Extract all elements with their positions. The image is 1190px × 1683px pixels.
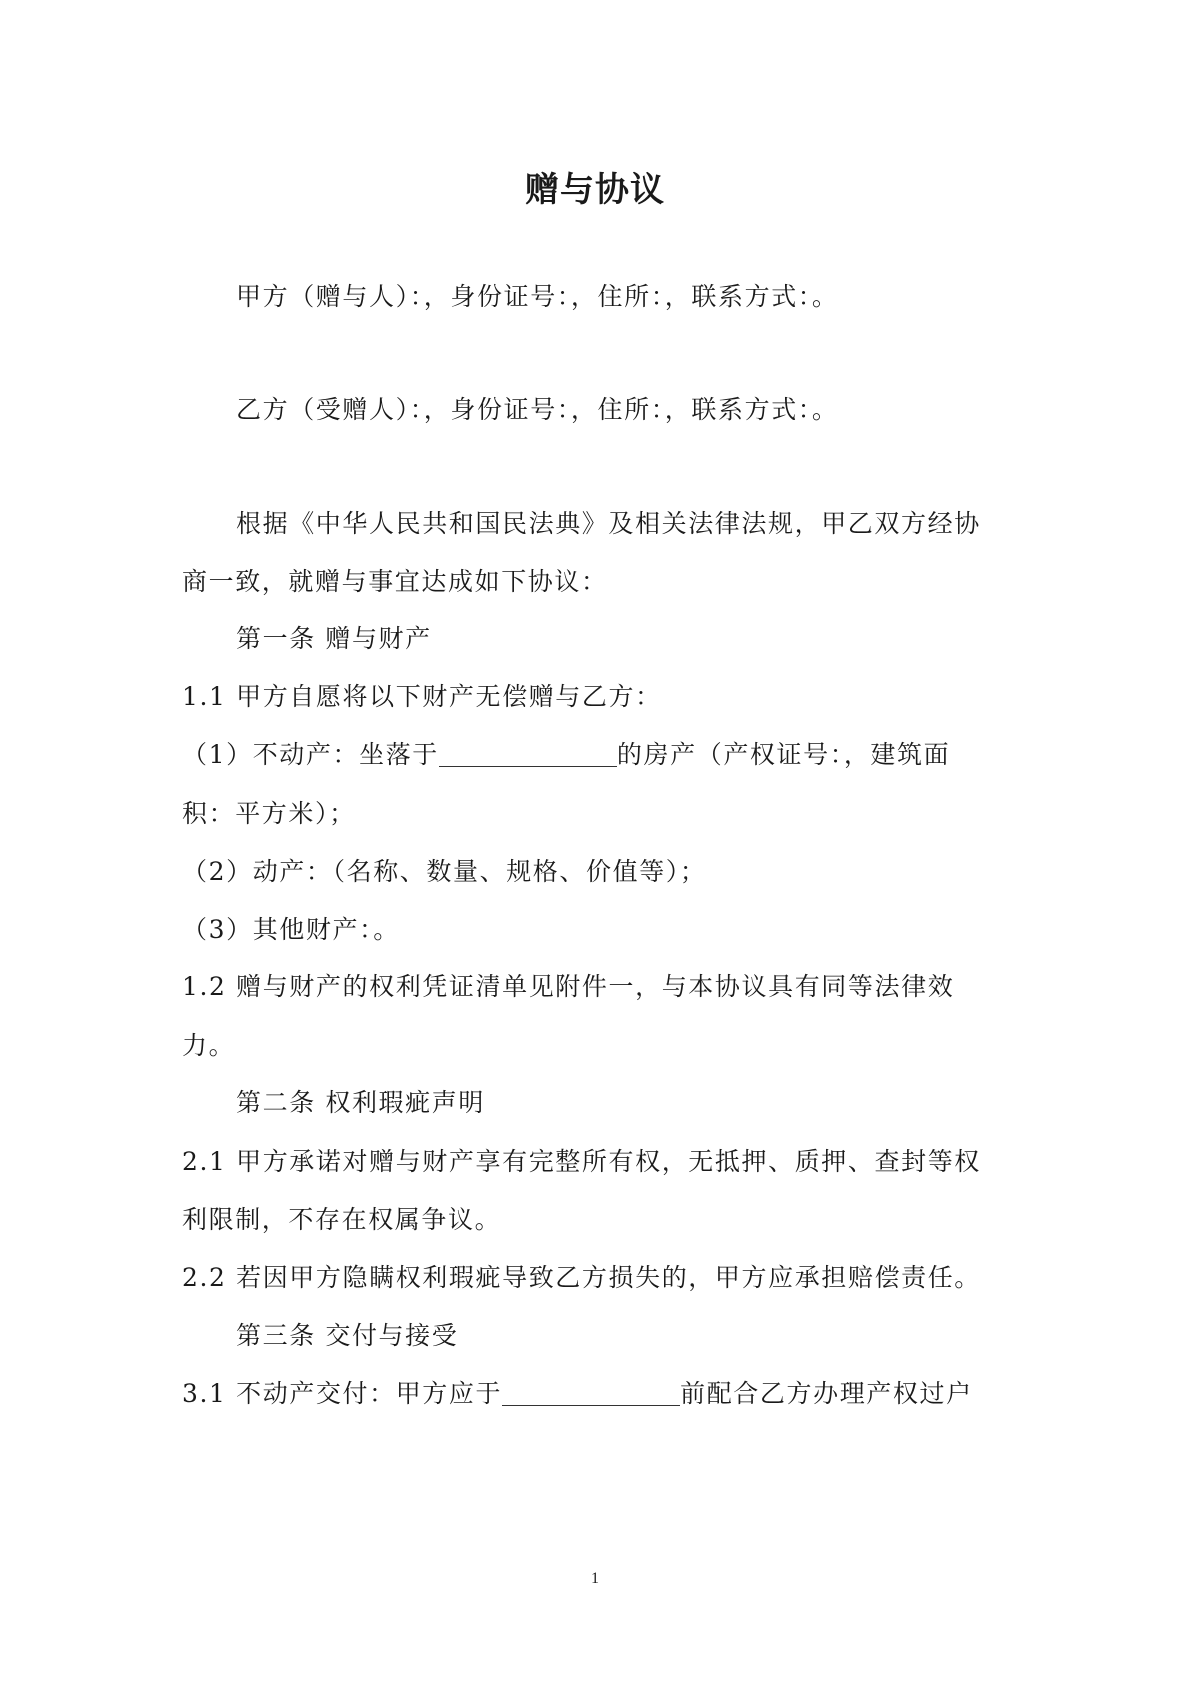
clause-2-2: 2.2 若因甲方隐瞒权利瑕疵导致乙方损失的，甲方应承担赔偿责任。: [182, 1263, 981, 1292]
clause-3-1: [182, 1377, 1012, 1411]
party-a-info: 甲方（赠与人）：，身份证号：，住所：，联系方式：。: [236, 282, 839, 311]
clause-1-1: 1.1 甲方自愿将以下财产无偿赠与乙方：: [182, 682, 662, 711]
item-3: （3）其他财产：。: [182, 915, 400, 944]
item-2: （2）动产：（名称、数量、规格、价值等）；: [182, 857, 707, 886]
article-2-heading: 第二条 权利瑕疵声明: [236, 1088, 485, 1117]
clause-2-1-line-1: 2.1 甲方承诺对赠与财产享有完整所有权，无抵押、质押、查封等权: [182, 1147, 981, 1176]
article-3-heading: 第三条 交付与接受: [236, 1321, 459, 1350]
party-b-info: 乙方（受赠人）：，身份证号：，住所：，联系方式：。: [236, 395, 839, 424]
clause-2-1-line-2: 利限制，不存在权属争议。: [182, 1205, 502, 1234]
item-1-prefix: （1）不动产：坐落于: [182, 740, 439, 769]
clause-3-1-prefix: 3.1 不动产交付：甲方应于: [182, 1379, 503, 1408]
article-1-heading: 第一条 赠与财产: [236, 624, 432, 653]
document-title: 赠与协议: [525, 170, 665, 210]
property-location-blank: [439, 740, 617, 767]
preamble-line-2: 商一致，就赠与事宜达成如下协议：: [182, 567, 608, 596]
clause-1-2-line-2: 力。: [182, 1031, 236, 1060]
page-number: 1: [591, 1570, 599, 1587]
item-1-line-2: 积：平方米）；: [182, 799, 356, 828]
item-1-line-1: [182, 738, 1012, 772]
clause-1-2-line-1: 1.2 赠与财产的权利凭证清单见附件一，与本协议具有同等法律效: [182, 972, 955, 1001]
clause-3-1-suffix: 前配合乙方办理产权过户: [680, 1379, 973, 1408]
preamble-line-1: 根据《中华人民共和国民法典》及相关法律法规，甲乙双方经协: [236, 509, 981, 538]
delivery-date-blank: [502, 1379, 680, 1406]
item-1-suffix: 的房产（产权证号：，建筑面: [616, 740, 951, 769]
